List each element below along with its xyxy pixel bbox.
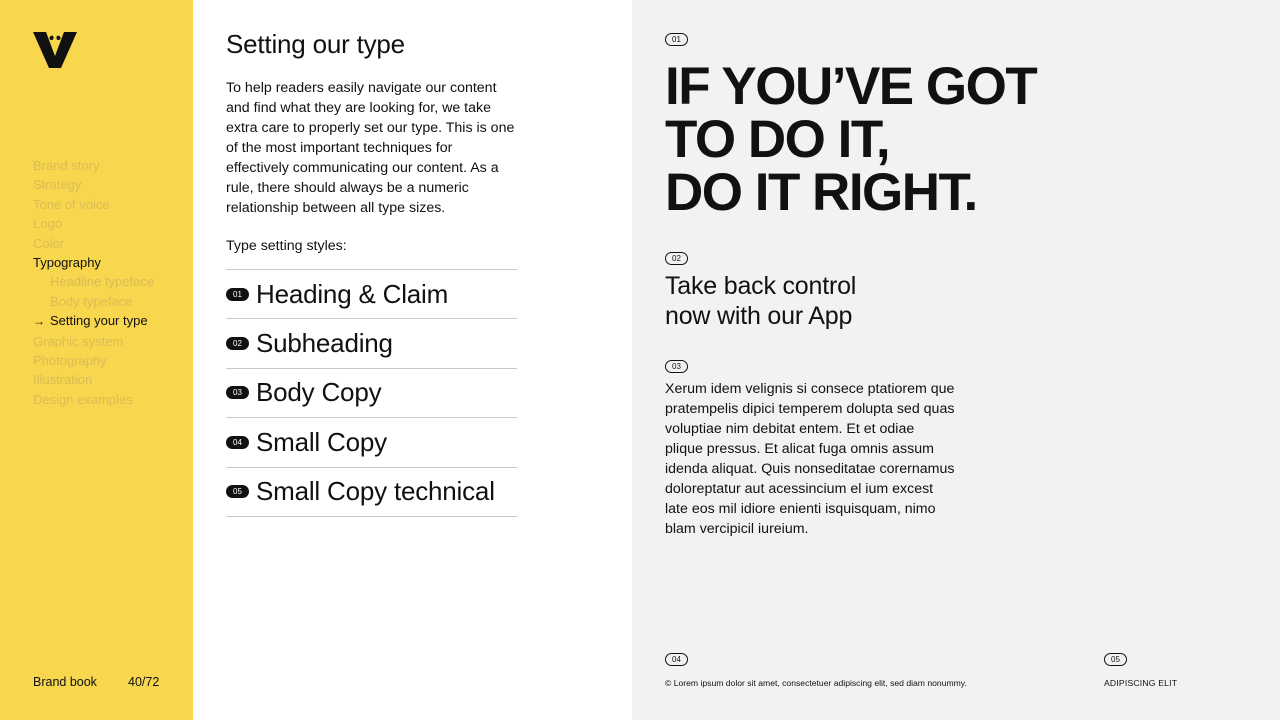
sidebar-item-label: Photography — [33, 353, 107, 369]
sidebar-item-design-examples[interactable] — [33, 390, 154, 409]
sidebar-item-label: Illustration — [33, 372, 93, 388]
style-number-badge: 02 — [226, 337, 249, 350]
style-number-badge: 01 — [226, 288, 249, 301]
sidebar-item-setting-your-type[interactable] — [33, 311, 154, 331]
style-badge-05: 05 — [1104, 653, 1127, 666]
sidebar-item-label: Body typeface — [50, 293, 133, 309]
sidebar-item-body-typeface[interactable] — [33, 292, 154, 311]
subheading-line: now with our App — [665, 302, 853, 330]
type-styles-list — [226, 269, 517, 517]
sidebar-item-label: Setting your type — [50, 313, 148, 329]
sidebar-item-headline-typeface[interactable] — [33, 272, 154, 291]
sidebar-item-photography[interactable] — [33, 351, 154, 370]
type-style-row[interactable] — [226, 468, 517, 517]
sidebar-item-label: Design examples — [33, 391, 133, 407]
sidebar-nav — [33, 156, 154, 409]
headline-line: IF YOU’VE GOT — [665, 57, 1037, 116]
type-style-row[interactable] — [226, 418, 517, 467]
arrow-right-icon: → — [33, 314, 45, 329]
specimen-headline — [665, 57, 1037, 222]
intro-paragraph: To help readers easily navigate our content and find what they are looking for, we take extra care to properly set our type. This is one of the most important techniques for effectively communicating our content. As a rule, there should always be a numeric relationship between all type sizes. — [226, 80, 515, 216]
style-name: Subheading — [256, 328, 393, 359]
style-badge-04: 04 — [665, 653, 688, 666]
sidebar-item-illustration[interactable] — [33, 370, 154, 389]
sidebar-item-label: Color — [33, 235, 65, 251]
sidebar-item-label: Headline typeface — [50, 274, 155, 290]
style-name: Heading & Claim — [256, 278, 449, 309]
sidebar-item-label: Strategy — [33, 177, 82, 193]
sidebar-item-typography[interactable] — [33, 253, 154, 272]
subheading-line: Take back control — [665, 272, 857, 300]
content-column — [193, 0, 632, 720]
sidebar-item-tone-of-voice[interactable] — [33, 195, 154, 214]
sidebar-item-label: Graphic system — [33, 333, 124, 349]
specimen-subheading — [665, 271, 856, 331]
sidebar-item-label: Brand story — [33, 158, 100, 173]
sidebar-item-label: Tone of voice — [33, 196, 110, 212]
sidebar-item-brand-story[interactable] — [33, 156, 154, 175]
specimen-body-copy: Xerum idem velignis si consece ptatiorem que pratempelis dipici temperem dolupta sed quas voluptiae nim debitat entem. Et et odiae plique pressus. Et alicat fuga omnis assum idenda aliquat. Quis nonseditatae corernamus doloreptatur aut acessincium el ium excest late eos mil idiore enienti isquisquam, nimo blam vercipicil iureium. — [665, 381, 955, 537]
headline-line: DO IT RIGHT. — [665, 163, 977, 222]
styles-label: Type setting styles: — [226, 238, 347, 254]
sidebar-item-logo[interactable] — [33, 214, 154, 233]
sidebar-item-graphic-system[interactable] — [33, 332, 154, 351]
sidebar-item-label: Typography — [33, 255, 101, 271]
style-badge-03: 03 — [665, 360, 688, 373]
type-style-row[interactable] — [226, 270, 517, 319]
style-badge-02: 02 — [665, 252, 688, 265]
style-number-badge: 04 — [226, 436, 249, 449]
sidebar-item-color[interactable] — [33, 234, 154, 253]
brand-logo[interactable] — [33, 32, 77, 68]
style-name: Small Copy — [256, 426, 387, 457]
sidebar-item-strategy[interactable] — [33, 175, 154, 194]
headline-line: TO DO IT, — [665, 110, 890, 169]
page-indicator: 40/72 — [128, 675, 160, 689]
specimen-small-technical: ADIPISCING ELIT — [1104, 678, 1178, 688]
type-style-row[interactable] — [226, 369, 517, 418]
type-style-row[interactable] — [226, 319, 517, 368]
sidebar — [0, 0, 193, 720]
style-name: Small Copy technical — [256, 476, 495, 507]
page-title: Setting our type — [226, 29, 405, 59]
style-badge-01: 01 — [665, 33, 688, 46]
footer-brand-book: Brand book — [33, 675, 97, 689]
style-number-badge: 05 — [226, 485, 249, 498]
style-name: Body Copy — [256, 377, 382, 408]
sidebar-item-label: Logo — [33, 216, 62, 232]
style-number-badge: 03 — [226, 386, 249, 399]
specimen-panel — [632, 0, 1280, 720]
specimen-small-copy: © Lorem ipsum dolor sit amet, consectetuer adipiscing elit, sed diam nonummy. — [665, 678, 967, 688]
